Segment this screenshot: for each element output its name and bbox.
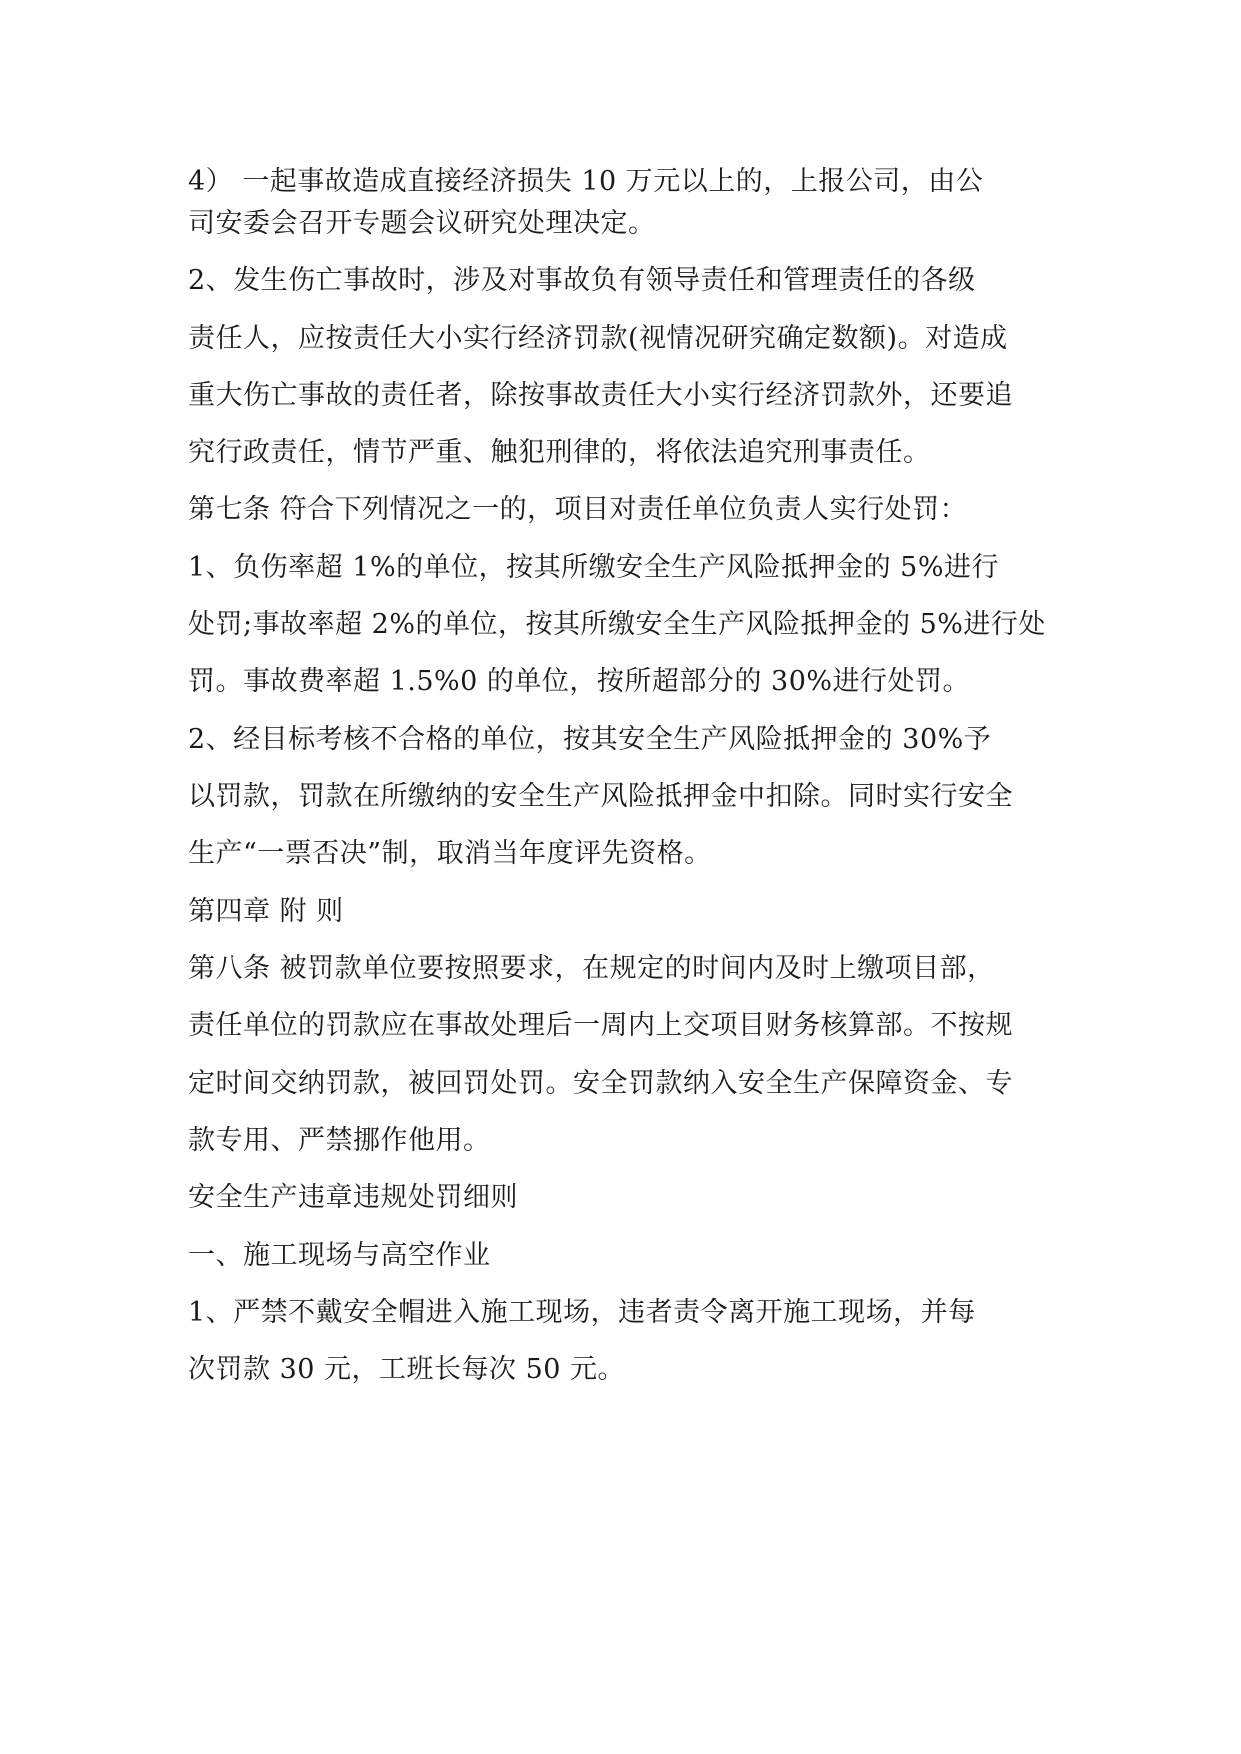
text-line: 司安委会召开专题会议研究处理决定。 <box>188 208 656 239</box>
text-line: 究行政责任，情节严重、触犯刑律的，将依法追究刑事责任。 <box>188 437 931 468</box>
text-line: 1、严禁不戴安全帽进入施工现场，违者责令离开施工现场，并每 <box>188 1297 976 1328</box>
text-line: 责任单位的罚款应在事故处理后一周内上交项目财务核算部。不按规 <box>188 1010 1013 1041</box>
chapter-heading: 第四章 附 则 <box>188 896 344 927</box>
text-line: 4） 一起事故造成直接经济损失 10 万元以上的，上报公司，由公 <box>188 166 984 197</box>
text-line: 1、负伤率超 1%的单位，按其所缴安全生产风险抵押金的 5%进行 <box>188 552 1000 583</box>
text-line: 责任人，应按责任大小实行经济罚款(视情况研究确定数额)。对造成 <box>188 323 1008 354</box>
text-line: 罚。事故费率超 1.5%0 的单位，按所超部分的 30%进行处罚。 <box>188 666 971 697</box>
text-line: 处罚;事故率超 2%的单位，按其所缴安全生产风险抵押金的 5%进行处 <box>188 609 1046 640</box>
text-line: 定时间交纳罚款，被回罚处罚。安全罚款纳入安全生产保障资金、专 <box>188 1068 1013 1099</box>
article-heading: 第八条 被罚款单位要按照要求，在规定的时间内及时上缴项目部， <box>188 953 995 984</box>
text-line: 款专用、严禁挪作他用。 <box>188 1125 491 1156</box>
text-line: 2、发生伤亡事故时，涉及对事故负有领导责任和管理责任的各级 <box>188 265 976 296</box>
section-title: 安全生产违章违规处罚细则 <box>188 1182 518 1213</box>
text-line: 2、经目标考核不合格的单位，按其安全生产风险抵押金的 30%予 <box>188 724 992 755</box>
text-line: 以罚款，罚款在所缴纳的安全生产风险抵押金中扣除。同时实行安全 <box>188 781 1013 812</box>
text-line: 重大伤亡事故的责任者，除按事故责任大小实行经济罚款外，还要追 <box>188 380 1013 411</box>
article-heading: 第七条 符合下列情况之一的，项目对责任单位负责人实行处罚： <box>188 494 968 525</box>
text-line: 生产“一票否决”制，取消当年度评先资格。 <box>188 838 712 869</box>
section-subtitle: 一、施工现场与高空作业 <box>188 1240 491 1271</box>
text-line: 次罚款 30 元，工班长每次 50 元。 <box>188 1354 626 1385</box>
